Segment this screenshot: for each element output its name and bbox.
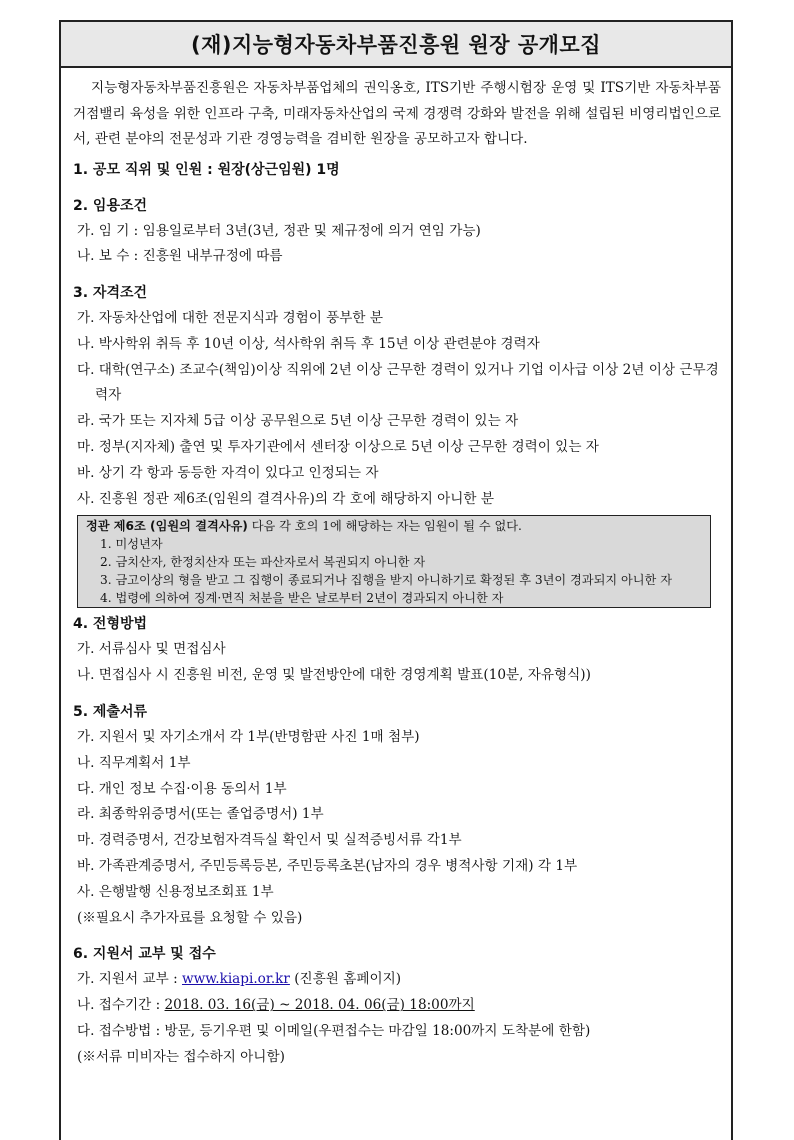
section-5-item: 라. 최종학위증명서(또는 졸업증명서) 1부 xyxy=(77,806,324,823)
section-3-item: 마. 정부(지자체) 출연 및 투자기관에서 센터장 이상으로 5년 이상 근무한 경력이 있는 자 xyxy=(77,439,599,456)
section-3-item: 나. 박사학위 취득 후 10년 이상, 석사학위 취득 후 15년 이상 관련분야 경력자 xyxy=(77,335,540,352)
section-4-item: 나. 면접심사 시 진흥원 비전, 운영 및 발전방안에 대한 경영계획 발표(10분, 자유형식)) xyxy=(77,667,591,684)
section-6-item-method: 다. 접수방법 : 방문, 등기우편 및 이메일(우편접수는 마감일 18:00까지 도착분에 한함) xyxy=(77,1023,591,1040)
section-3-item: 바. 상기 각 항과 동등한 자격이 있다고 인정되는 자 xyxy=(77,464,379,481)
disqualification-box xyxy=(77,515,711,608)
section-5-item: 바. 가족관계증명서, 주민등록등본, 주민등록초본(남자의 경우 병적사항 기재) 각 1부 xyxy=(77,858,578,875)
form-suffix: (진흥원 홈페이지) xyxy=(289,971,402,988)
document-frame xyxy=(59,20,733,1140)
period-label: 나. 접수기간 : xyxy=(77,997,165,1014)
section-6-item-period xyxy=(73,993,721,1019)
section-5-item: 마. 경력증명서, 건강보험자격득실 확인서 및 실적증빙서류 각1부 xyxy=(77,832,462,849)
section-3-item: 다. 대학(연구소) 조교수(책임)이상 직위에 2년 이상 근무한 경력이 있거나 기업 이사급 이상 2년 이상 근무경력자 xyxy=(77,361,719,404)
section-3-item: 라. 국가 또는 지자체 5급 이상 공무원으로 5년 이상 근무한 경력이 있는 자 xyxy=(77,413,519,430)
intro-paragraph: 지능형자동차부품진흥원은 자동차부품업체의 권익옹호, ITS기반 주행시험장 운영 및 ITS기반 자동차부품 거점밸리 육성을 위한 인프라 구축, 미래자동차산업의 국제 경쟁력 강화와 발전을 위해 설립된 비영리법인으로서, 관련 분야의 전문성과 기관 경영능력을 겸비한 원장을 공모하고자 합니다. xyxy=(73,80,721,147)
section-4-heading: 4. 전형방법 xyxy=(73,616,148,633)
section-3-heading: 3. 자격조건 xyxy=(73,285,148,302)
period-value: 2018. 03. 16(금) ~ 2018. 04. 06(금) 18:00까지 xyxy=(164,997,475,1014)
section-6-item-form xyxy=(73,967,721,993)
section-5-item: 가. 지원서 및 자기소개서 각 1부(반명함판 사진 1매 첨부) xyxy=(77,729,420,746)
section-5-item: 나. 직무계획서 1부 xyxy=(77,754,191,771)
section-2-item: 나. 보 수 : 진흥원 내부규정에 따름 xyxy=(77,248,283,265)
section-3-item: 가. 자동차산업에 대한 전문지식과 경험이 풍부한 분 xyxy=(77,310,384,327)
page-title: (재)지능형자동차부품진흥원 원장 공개모집 xyxy=(61,22,731,68)
section-5-note: (※필요시 추가자료를 요청할 수 있음) xyxy=(77,909,303,926)
section-1-heading: 1. 공모 직위 및 인원 : 원장(상근임원) 1명 xyxy=(73,161,340,178)
disqualification-box-head xyxy=(86,517,704,535)
section-3-item: 사. 진흥원 정관 제6조(임원의 결격사유)의 각 호에 해당하지 아니한 분 xyxy=(77,490,495,507)
form-label: 가. 지원서 교부 : xyxy=(77,971,182,988)
section-2-item: 가. 임 기 : 임용일로부터 3년(3년, 정관 및 제규정에 의거 연임 가능) xyxy=(77,222,481,239)
section-6-heading: 6. 지원서 교부 및 접수 xyxy=(73,946,216,963)
section-5-heading: 5. 제출서류 xyxy=(73,704,148,721)
box-head-bold: 정관 제6조 (임원의 결격사유) xyxy=(86,519,248,534)
homepage-link[interactable]: www.kiapi.or.kr xyxy=(181,971,290,988)
section-5-item: 다. 개인 정보 수집·이용 동의서 1부 xyxy=(77,780,287,797)
box-item: 3. 금고이상의 형을 받고 그 집행이 종료되거나 집행을 받지 아니하기로 확정된 후 3년이 경과되지 아니한 자 xyxy=(100,573,672,588)
section-2-heading: 2. 임용조건 xyxy=(73,197,148,214)
section-6-note: (※서류 미비자는 접수하지 아니함) xyxy=(77,1048,285,1065)
box-item: 4. 법령에 의하여 징계·면직 처분을 받은 날로부터 2년이 경과되지 아니한 자 xyxy=(100,591,504,606)
section-5-item: 사. 은행발행 신용정보조회표 1부 xyxy=(77,883,274,900)
document-body xyxy=(61,68,731,1071)
box-item: 1. 미성년자 xyxy=(100,537,163,552)
box-item: 2. 금치산자, 한정치산자 또는 파산자로서 복권되지 아니한 자 xyxy=(100,555,426,570)
box-head-text: 다음 각 호의 1에 해당하는 자는 임원이 될 수 없다. xyxy=(247,519,522,534)
section-4-item: 가. 서류심사 및 면접심사 xyxy=(77,641,226,658)
